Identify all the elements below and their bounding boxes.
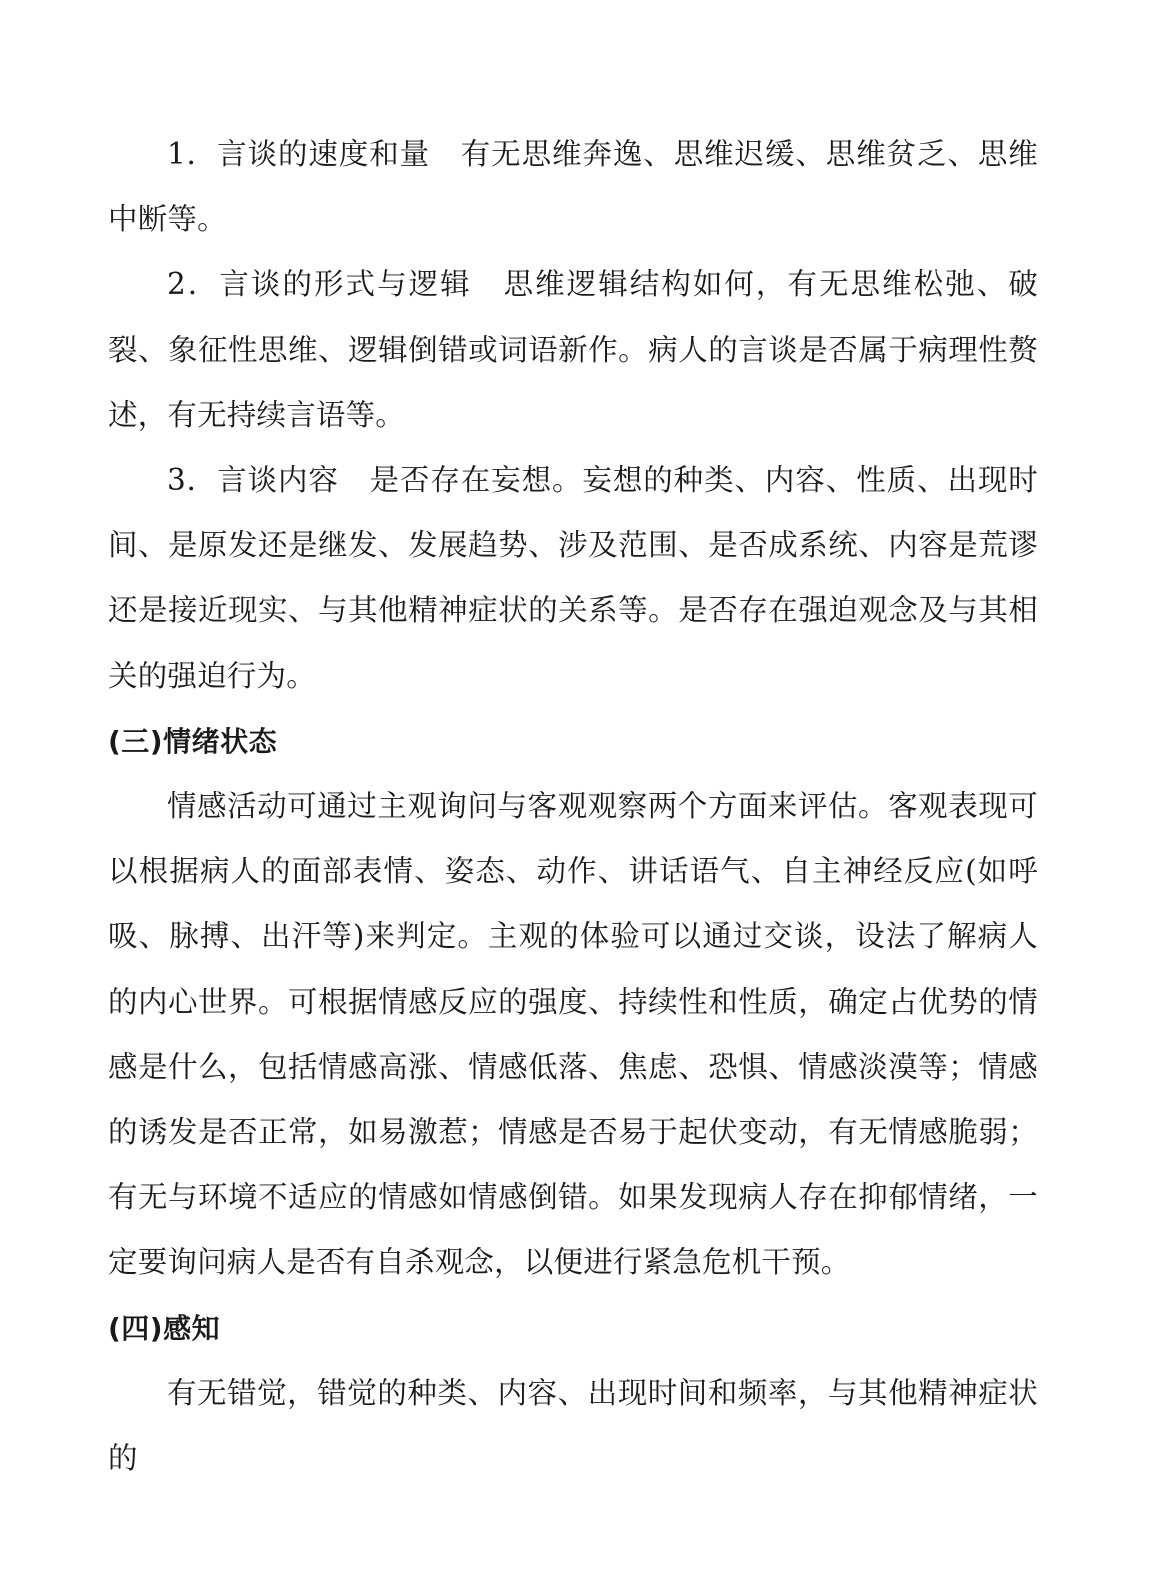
paragraph-emotion: 情感活动可通过主观询问与客观观察两个方面来评估。客观表现可以根据病人的面部表情、姿态、动作、讲话语气、自主神经反应(如呼吸、脉搏、出汗等)来判定。主观的体验可以通过交谈，设法了解病人的内心世界。可根据情感反应的强度、持续性和性质，确定占优势的情感是什么，包括情感高涨、情感低落、焦虑、恐惧、情感淡漠等；情感的诱发是否正常，如易激惹；情感是否易于起伏变动，有无情感脆弱；有无与环境不适应的情感如情感倒错。如果发现病人存在抑郁情绪，一定要询问病人是否有自杀观念，以便进行紧急危机干预。 bbox=[108, 789, 1038, 1280]
paragraph-perception: 有无错觉，错觉的种类、内容、出现时间和频率，与其他精神症状的 bbox=[108, 1375, 1038, 1476]
item-speech-logic bbox=[108, 252, 1038, 448]
document-page bbox=[108, 122, 1038, 1491]
item-lead: 3．言谈内容 bbox=[167, 463, 339, 498]
item-lead: 2．言谈的形式与逻辑 bbox=[167, 267, 472, 302]
item-speech-speed bbox=[108, 122, 1038, 252]
item-speech-content bbox=[108, 448, 1038, 709]
item-text: 是否存在妄想。妄想的种类、内容、性质、出现时间、是原发还是继发、发展趋势、涉及范围、是否成系统、内容是荒谬还是接近现实、与其他精神症状的关系等。是否存在强迫观念及与其相关的强迫行为。 bbox=[108, 463, 1038, 693]
item-text: 思维逻辑结构如何，有无思维松弛、破裂、象征性思维、逻辑倒错或词语新作。病人的言谈是否属于病理性赘述，有无持续言语等。 bbox=[108, 267, 1038, 432]
item-lead: 1．言谈的速度和量 bbox=[167, 137, 431, 171]
section-heading-perception: (四)感知 bbox=[108, 1311, 221, 1345]
section-heading-emotion: (三)情绪状态 bbox=[108, 724, 278, 758]
item-text: 有无思维奔逸、思维迟缓、思维贫乏、思维中断等。 bbox=[108, 137, 1038, 237]
